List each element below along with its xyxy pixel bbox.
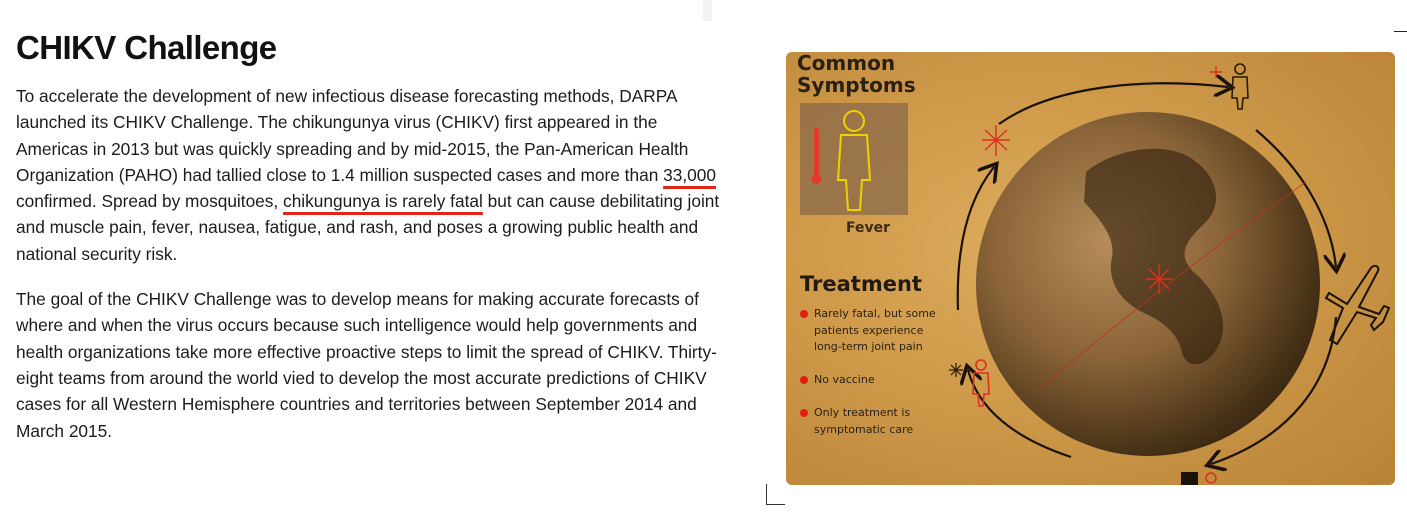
treatment-item: [800, 306, 950, 356]
scroll-divider: [703, 0, 712, 21]
mosquito-icon: [949, 363, 963, 377]
paragraph-text: but can cause debilitating joint and muscle pain, fever, nausea, fatigue, and rash, and poses a growing public health and national security risk.: [16, 191, 720, 264]
bullet-icon: [800, 409, 808, 417]
symptoms-heading: [797, 52, 916, 96]
article-paragraph-1: [16, 83, 721, 267]
person-outline-icon: [1232, 64, 1248, 109]
underlined-rarely-fatal: chikungunya is rarely fatal: [283, 191, 483, 212]
airplane-icon: [1326, 266, 1389, 344]
article-title: CHIKV Challenge: [16, 29, 277, 66]
article: [16, 28, 721, 444]
crop-mark-top-right: [1394, 31, 1407, 32]
paragraph-text: confirmed. Spread by mosquitoes,: [16, 191, 284, 212]
paragraph-text: To accelerate the development of new infectious disease forecasting methods, DARPA launched its CHIKV Challenge. The chikungunya virus (CHIKV) first appeared in the Americas in 2013 but was quickly spreading and by mid-2015, the Pan-American Health Organization (PAHO) had tallied close to 1.4 million suspected cases and more than: [16, 86, 689, 185]
treatment-item-text: Only treatment is symptomatic care: [814, 406, 914, 436]
treatment-item: [800, 372, 950, 389]
crop-mark-bottom-left: [766, 484, 785, 505]
article-paragraph-2: The goal of the CHIKV Challenge was to develop means for making accurate forecasts of where and when the virus occurs because such intelligence would help governments and health organizations take more effective proactive steps to limit the spread of CHIKV. Thirty-eight teams from around the world vied to develop the most accurate predictions of CHIKV cases for all Western Hemisphere countries and territories between September 2014 and March 2015.: [16, 289, 717, 441]
treatment-item-text: No vaccine: [814, 373, 875, 386]
fever-label: Fever: [845, 220, 891, 236]
globe-icon: [976, 112, 1320, 456]
person-outline-icon: [1181, 472, 1216, 485]
bullet-icon: [800, 310, 808, 318]
treatment-heading: Treatment: [800, 272, 922, 296]
bullet-icon: [800, 376, 808, 384]
chikv-infographic: [786, 52, 1395, 485]
underlined-confirmed-count: 33,000: [663, 164, 716, 185]
symptoms-heading-line: Symptoms: [797, 73, 916, 97]
treatment-item: [800, 405, 920, 438]
symptoms-heading-line: Common: [797, 52, 896, 75]
treatment-item-text: Rarely fatal, but some patients experience long-term joint pain: [814, 307, 936, 353]
